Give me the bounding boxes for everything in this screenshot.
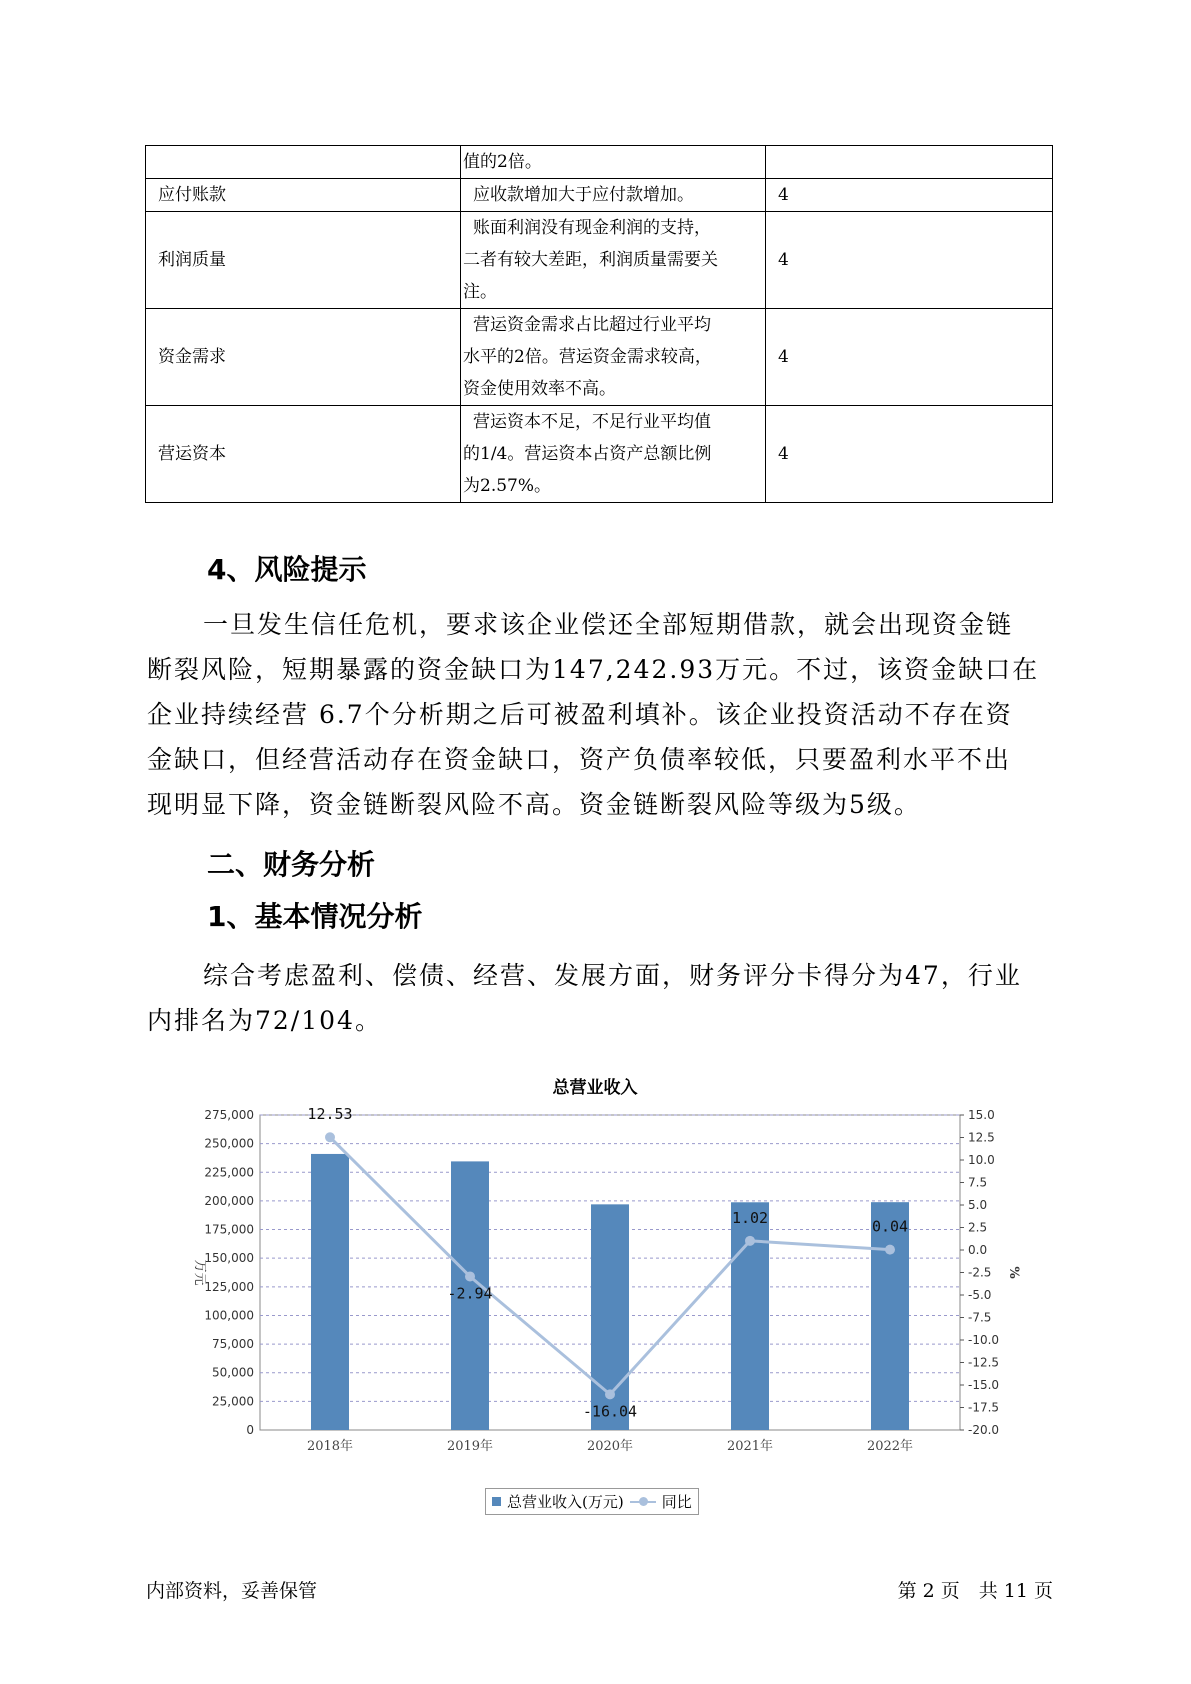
x-tick-label: 2021年 xyxy=(726,1439,774,1454)
revenue-chart xyxy=(170,1100,1030,1485)
risk-desc-line: 资金使用效率不高。 xyxy=(463,379,616,399)
yoy-data-label: -2.94 xyxy=(447,1284,493,1303)
paragraph-line: 企业持续经营 6.7个分析期之后可被盈利填补。该企业投资活动不存在资 xyxy=(147,700,1013,729)
yoy-point xyxy=(465,1271,475,1281)
y2-tick-label: -20.0 xyxy=(968,1423,1000,1437)
risk-desc-line: 营运资金需求占比超过行业平均 xyxy=(473,315,711,335)
y2-axis-label: % xyxy=(1006,1266,1021,1279)
risk-desc-line: 值的2倍。 xyxy=(463,152,542,172)
y-tick-label: 275,000 xyxy=(204,1108,254,1122)
yoy-data-label: 12.53 xyxy=(307,1105,353,1124)
legend-line-swatch xyxy=(630,1501,656,1503)
risk-desc-line: 注。 xyxy=(463,282,497,302)
risk-desc-line: 的1/4。营运资本占资产总额比例 xyxy=(463,444,712,464)
risk-item-cell: 利润质量 xyxy=(146,212,461,309)
risk-level-cell xyxy=(766,146,1053,179)
paragraph-line: 一旦发生信任危机，要求该企业偿还全部短期借款，就会出现资金链 xyxy=(203,610,1014,639)
risk-desc-line: 二者有较大差距，利润质量需要关 xyxy=(463,250,718,270)
y2-tick-label: 10.0 xyxy=(968,1153,995,1167)
bar xyxy=(871,1202,909,1430)
yoy-point xyxy=(605,1389,615,1399)
paragraph-line: 现明显下降，资金链断裂风险不高。资金链断裂风险等级为5级。 xyxy=(147,790,921,819)
y2-tick-label: -2.5 xyxy=(968,1265,992,1280)
y-axis-label: 万元 xyxy=(192,1259,207,1286)
table-row xyxy=(146,309,1053,406)
x-tick-label: 2019年 xyxy=(446,1439,494,1454)
table-row xyxy=(146,406,1053,503)
risk-level-cell: 4 xyxy=(766,179,1053,212)
paragraph-line: 断裂风险，短期暴露的资金缺口为147,242.93万元。不过，该资金缺口在 xyxy=(147,655,1040,684)
yoy-point xyxy=(745,1236,755,1246)
risk-item-cell: 应付账款 xyxy=(146,179,461,212)
y2-tick-label: -15.0 xyxy=(968,1378,1000,1392)
yoy-data-label: -16.04 xyxy=(582,1402,638,1421)
y2-tick-label: -5.0 xyxy=(968,1288,992,1302)
legend-bar-swatch xyxy=(492,1497,501,1506)
bar xyxy=(311,1154,349,1430)
finance-heading: 二、财务分析 xyxy=(207,848,376,881)
risk-desc-line: 为2.57%。 xyxy=(463,476,552,496)
risk-level-cell: 4 xyxy=(766,212,1053,309)
y-tick-label: 0 xyxy=(246,1423,254,1437)
y-tick-label: 225,000 xyxy=(204,1165,254,1180)
risk-heading: 4、风险提示 xyxy=(207,553,367,586)
risk-desc-cell xyxy=(461,179,766,212)
y2-tick-label: -17.5 xyxy=(968,1400,1000,1415)
chart-title: 总营业收入 xyxy=(552,1078,638,1098)
paragraph-line: 内排名为72/104。 xyxy=(147,1006,382,1035)
yoy-data-label: 1.02 xyxy=(731,1208,769,1227)
yoy-data-label: 0.04 xyxy=(871,1217,909,1236)
risk-desc-line: 账面利润没有现金利润的支持， xyxy=(473,218,711,238)
y2-tick-label: -10.0 xyxy=(968,1333,1000,1347)
y-tick-label: 175,000 xyxy=(204,1222,254,1237)
table-row xyxy=(146,146,1053,179)
y2-tick-label: -7.5 xyxy=(968,1310,992,1325)
y-tick-label: 25,000 xyxy=(212,1394,254,1409)
risk-level-cell: 4 xyxy=(766,309,1053,406)
legend-line-label: 同比 xyxy=(661,1493,692,1511)
x-tick-label: 2022年 xyxy=(866,1439,914,1454)
risk-desc-cell xyxy=(461,146,766,179)
x-tick-label: 2018年 xyxy=(306,1439,354,1454)
risk-paragraph xyxy=(147,602,1047,827)
legend-bar-label: 总营业收入(万元) xyxy=(507,1493,624,1511)
risk-desc-cell xyxy=(461,309,766,406)
yoy-point xyxy=(325,1132,335,1142)
risk-item-cell: 资金需求 xyxy=(146,309,461,406)
chart-legend xyxy=(485,1488,699,1515)
risk-desc-line: 水平的2倍。营运资金需求较高， xyxy=(463,347,712,367)
basic-paragraph xyxy=(147,953,1047,1043)
risk-desc-cell xyxy=(461,406,766,503)
y2-tick-label: 2.5 xyxy=(968,1220,988,1235)
paragraph-line: 综合考虑盈利、偿债、经营、发展方面，财务评分卡得分为47，行业 xyxy=(203,961,1022,990)
y2-tick-label: -12.5 xyxy=(968,1355,1000,1370)
basic-heading: 1、基本情况分析 xyxy=(207,900,423,933)
risk-desc-cell xyxy=(461,212,766,309)
risk-level-cell: 4 xyxy=(766,406,1053,503)
y-tick-label: 250,000 xyxy=(204,1136,254,1151)
y-tick-label: 100,000 xyxy=(204,1308,254,1323)
risk-item-cell xyxy=(146,146,461,179)
y2-tick-label: 7.5 xyxy=(968,1175,988,1190)
y-tick-label: 150,000 xyxy=(204,1251,254,1266)
y-tick-label: 75,000 xyxy=(212,1337,254,1352)
risk-table xyxy=(145,145,1053,503)
footer-confidential: 内部资料，妥善保管 xyxy=(146,1580,318,1602)
table-row xyxy=(146,212,1053,309)
y2-tick-label: 15.0 xyxy=(968,1108,995,1122)
yoy-point xyxy=(885,1245,895,1255)
table-row xyxy=(146,179,1053,212)
y-tick-label: 50,000 xyxy=(212,1365,254,1380)
risk-item-cell: 营运资本 xyxy=(146,406,461,503)
paragraph-line: 金缺口，但经营活动存在资金缺口，资产负债率较低，只要盈利水平不出 xyxy=(147,745,1012,774)
footer-page-number: 第 2 页 共 11 页 xyxy=(897,1580,1053,1602)
y-tick-label: 200,000 xyxy=(204,1193,254,1208)
x-tick-label: 2020年 xyxy=(586,1439,634,1454)
risk-desc-line: 营运资本不足，不足行业平均值 xyxy=(473,412,711,432)
y2-tick-label: 5.0 xyxy=(968,1198,988,1212)
y-tick-label: 125,000 xyxy=(204,1279,254,1294)
y2-tick-label: 12.5 xyxy=(968,1130,995,1145)
y2-tick-label: 0.0 xyxy=(968,1243,988,1257)
risk-desc-line: 应收款增加大于应付款增加。 xyxy=(473,185,694,205)
